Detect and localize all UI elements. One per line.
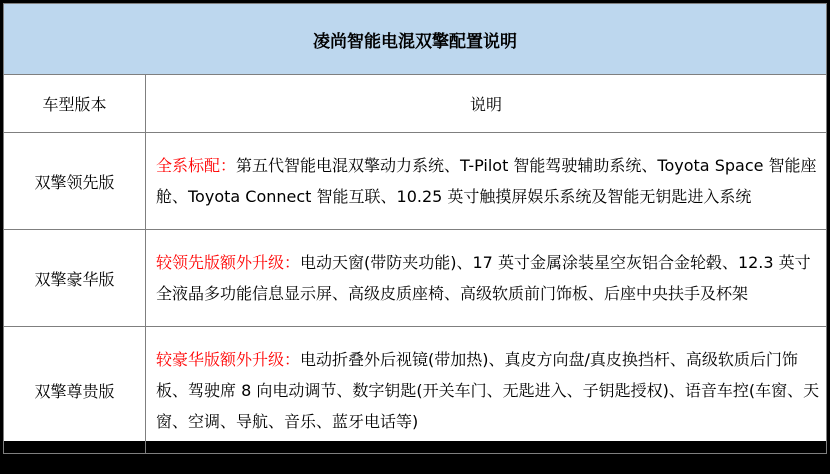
header-description: 说明 [146, 75, 827, 133]
version-name: 双擎豪华版 [4, 230, 146, 327]
description-lead: 较领先版额外升级： [156, 253, 301, 272]
description-text: 第五代智能电混双擎动力系统、T-Pilot 智能驾驶辅助系统、Toyota Space 智能座舱、Toyota Connect 智能互联、10.25 英寸触摸屏娱乐系统及智能无钥匙进入系统 [156, 156, 817, 206]
title-row [4, 4, 827, 75]
description-lead: 全系标配： [156, 156, 237, 175]
version-description [146, 133, 827, 230]
table-row [4, 133, 827, 230]
table-row [4, 230, 827, 327]
description-lead: 较豪华版额外升级： [156, 349, 301, 369]
version-description [146, 230, 827, 327]
table-title: 凌尚智能电混双擎配置说明 [4, 4, 827, 75]
version-name: 双擎领先版 [4, 133, 146, 230]
description-text: 电动折叠外后视镜(带加热)、真皮方向盘/真皮换挡杆、高级软质后门饰板、驾驶席 8 向电动调节、数字钥匙(开关车门、无匙进入、子钥匙授权)、语音车控(车窗、天窗、空调、导航、音乐、蓝牙电话等) [156, 349, 820, 431]
version-name: 双擎尊贵版 [4, 327, 146, 454]
header-version: 车型版本 [4, 75, 146, 133]
description-text: 电动天窗(带防夹功能)、17 英寸金属涂装星空灰铝合金轮毂、12.3 英寸全液晶多功能信息显示屏、高级皮质座椅、高级软质前门饰板、后座中央扶手及杯架 [156, 253, 811, 303]
config-table [3, 3, 827, 454]
config-sheet [3, 3, 826, 441]
table-row [4, 327, 827, 454]
header-row [4, 75, 827, 133]
version-description [146, 327, 827, 454]
